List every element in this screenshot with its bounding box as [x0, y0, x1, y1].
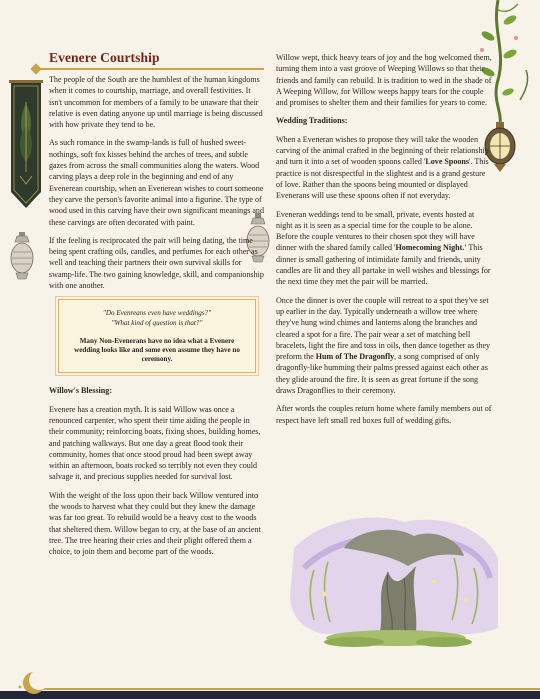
- paragraph: The people of the South are the humblest of the human kingdoms when it comes to courtship, marriage, and overall festivities. It isn't uncommon for members of a family to be unaware that their relative is even dating anyone up until marriage is being discussed with how private they tend to be.: [49, 75, 263, 130]
- banner-icon: [8, 80, 44, 210]
- bold-term: Hum of The Dragonfly: [315, 352, 395, 362]
- bold-term: Homecoming Night.': [395, 243, 467, 253]
- section-heading: Willow's Blessing:: [49, 386, 113, 396]
- crescent-footer-icon: [19, 670, 49, 694]
- paragraph: [276, 209, 492, 288]
- paragraph: Willow wept, thick heavy tears of joy and the bog welcomed them, turning them into a vast groove of Weeping Willows so that their friends and family can rebuild. It is tradition to wed in the shade of A Weeping Willow, for Willow weeps happy tears for the couple and promises to shelter them and their families for years to come.: [276, 53, 492, 108]
- paragraph: If the feeling is reciprocated the pair will being dating, the time being spent crafting oils, candles, and perfumes for each other as well and teaching their partners their own survival skills for swamp-life. The two gaining knowledge, skill, and companionship with one another.: [49, 235, 264, 291]
- bold-term: Love Spoons: [425, 157, 470, 167]
- text-run: Once the dinner is over the couple will retreat to a spot they've set up earlier in the day. Typically underneath a willow tree where they've hung wind chimes and lanterns along the branches and cleared a spot for a fire. The pair wear a set of matching bell bracelets, light the fire and toss in oils, then dance together as they preform the: [276, 295, 491, 362]
- lantern-icon: [8, 232, 36, 282]
- text-run: , a song comprised of only dragonfly-like humming their palms pressed against each other as they glide around the fire. It is seen as great fortune if the song draws Dragonflies to their ceremony.: [276, 352, 488, 396]
- quote-line: "Do Evenreans even have weddings?": [102, 309, 212, 318]
- paragraph: Evenere has a creation myth. It is said Willow was once a renounced carpenter, who spent their time aiding the people in their community; reinforcing boats, fixing shoes, building homes, and patching walkways. But one day a great flood took their community, homes that once stood proud had been swept away within an afternoon, boats rocked so terribly not even they could salvage it, and precious supplies needed for survival lost.: [49, 404, 261, 482]
- text-run: This dinner is small gathering of intimidate family and friends, unity candles are lit and they all partake in well wishes and blessings for the next time they met the pair will be married.: [276, 243, 491, 287]
- left-column: [49, 74, 265, 565]
- paragraph: [276, 295, 492, 397]
- footer-decoration: [0, 669, 540, 699]
- title-divider: [36, 68, 264, 70]
- paragraph: With the weight of the loss upon their back Willow ventured into the woods to harvest what they could but they knew the damage was far too great. To rebuild would be a heavy cost to the woods that sheltered them. Willow began to cry, at the base of an ancient tree. The tree hearing their cries and their plight offered them a choice, to join them and become part of the woods.: [49, 490, 261, 557]
- paragraph: After words the couples return home where family members out of respect have left small red boxes full of wedding gifts.: [276, 404, 492, 425]
- paragraph: [276, 134, 492, 202]
- text-run: Eveneran weddings tend to be small, private, events hosted at night as it is seen as a special time for the couple to be alone. Before the couple ventures to their chosen spot they will have dinner with the shared family called ': [276, 209, 475, 253]
- paragraph: As such romance in the swamp-lands is full of hushed sweet-nothings, soft fox kisses behind the arches of trees, and subtle gazes from across the small communities along the waters. Wood carving plays a deep role in the beginning and end of any Evenerean courtship, when an Evenerean wishes to court someone they carve the person's favorite animal into a figurine. The type of wood used in this carving have their own significant meanings and these carvings are often decorated with paint.: [49, 138, 264, 227]
- page-title: Evenere Courtship: [49, 50, 160, 65]
- quote-line: "What kind of question is that?": [111, 318, 203, 327]
- willow-tree-illustration: [284, 508, 504, 658]
- text-run: When a Eveneran wishes to propose they will take the wooden carving of the animal crafted in the beginning of their relationship and turn it into a set of wooden spoons called ': [276, 134, 489, 167]
- quote-dialogue: [67, 309, 247, 327]
- section-heading: Wedding Traditions:: [276, 116, 348, 126]
- right-column: [276, 52, 492, 433]
- quote-answer: Many Non-Evenerans have no idea what a Evenere wedding looks like and some even assume they have no ceremony.: [74, 336, 240, 364]
- quote-box: [58, 299, 256, 373]
- text-run: '. This practice is not disrespectful in the slightest and is a grand gesture of love. Rather than the spoons being mounted or displayed Evenerans will use these spoons often if not everyday.: [276, 157, 489, 201]
